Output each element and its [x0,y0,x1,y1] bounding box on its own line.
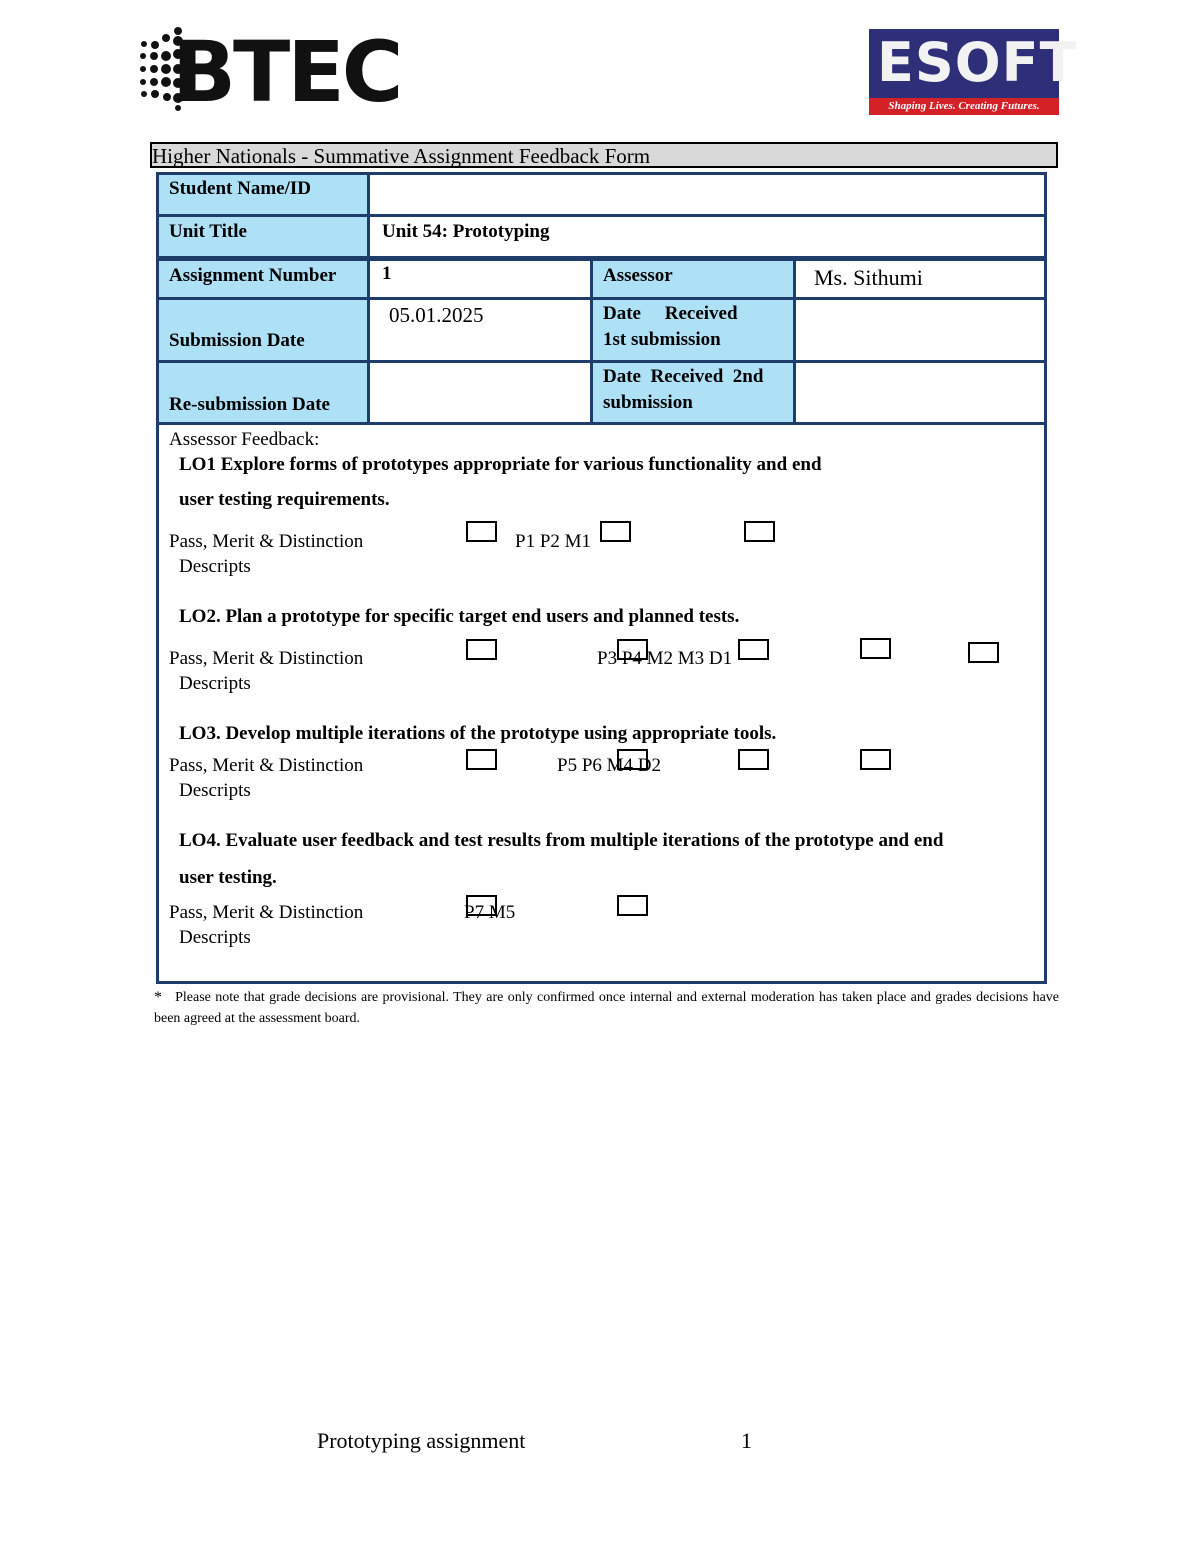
lo4-text-2: user testing. [179,867,277,888]
lo3-criteria: P5 P6 M4 D2 [557,755,661,776]
unit-title-value: Unit 54: Prototyping [382,221,550,242]
date-received-1st-label-2: 1st submission [603,329,721,350]
lo2-criteria: P3 P4 M2 M3 D1 [597,648,733,669]
assessor-label-cell [590,258,796,300]
lo2-descripts-label: Pass, Merit & Distinction [169,648,364,669]
lo3-checkbox[interactable] [617,749,648,770]
lo3-checkbox[interactable] [738,749,769,770]
assessor-feedback-heading: Assessor Feedback: [169,429,320,450]
lo1-text-2: user testing requirements. [179,489,390,510]
footer-page-number: 1 [741,1428,752,1453]
assessor-label: Assessor [603,265,673,286]
lo1-criteria: P1 P2 M1 [515,531,592,552]
lo1-checkbox[interactable] [600,521,631,542]
lo2-checkbox[interactable] [466,639,497,660]
lo1-descripts-label-2: Descripts [179,556,251,577]
lo3-descripts-label-2: Descripts [179,780,251,801]
assignment-number-field[interactable] [367,258,593,300]
assessor-value: Ms. Sithumi [814,265,923,290]
assessor-field[interactable] [793,258,1047,300]
assignment-number-label: Assignment Number [169,265,337,286]
lo2-checkbox[interactable] [860,638,891,659]
date-received-2nd-field[interactable] [793,360,1047,425]
resubmission-date-label: Re-submission Date [169,394,330,415]
lo1-checkbox[interactable] [466,521,497,542]
lo3-text: LO3. Develop multiple iterations of the prototype using appropriate tools. [179,723,777,744]
assignment-number-label-cell [156,258,370,300]
lo4-checkbox[interactable] [466,895,497,916]
lo1-text: LO1 Explore forms of prototypes appropriate for various functionality and end [179,454,822,475]
footer-document-title: Prototyping assignment [317,1428,526,1453]
submission-date-label-cell [156,297,370,363]
date-received-2nd-label-2: submission [603,392,693,413]
resubmission-date-field[interactable] [367,360,593,425]
note-text: Please note that grade decisions are provisional. They are only confirmed once internal and external moderation has taken place and grades decisions have been agreed at the assessment board. [154,990,1060,1026]
esoft-logo-tagline: Shaping Lives. Creating Futures. [869,98,1059,115]
student-name-label-cell [156,172,370,217]
lo3-checkbox[interactable] [860,749,891,770]
student-name-label: Student Name/ID [169,178,311,199]
assignment-number-value: 1 [382,263,392,284]
lo2-descripts-label-2: Descripts [179,673,251,694]
date-received-1st-label-cell [590,297,796,363]
resubmission-date-label-cell [156,360,370,425]
lo4-text: LO4. Evaluate user feedback and test results from multiple iterations of the prototype and end [179,830,944,851]
lo2-checkbox[interactable] [968,642,999,663]
date-received-2nd-label-cell [590,360,796,425]
unit-title-label-cell [156,214,370,259]
lo3-checkbox[interactable] [466,749,497,770]
form-title: Higher Nationals - Summative Assignment Feedback Form [150,142,1058,168]
note-asterisk: * [154,989,162,1006]
date-received-1st-field[interactable] [793,297,1047,363]
esoft-logo [869,29,1078,115]
student-name-field[interactable] [367,172,1047,217]
provisional-grade-note [154,987,1059,1029]
lo2-text: LO2. Plan a prototype for specific target end users and planned tests. [179,606,740,627]
date-received-2nd-label: Date Received 2nd [603,366,764,387]
lo4-criteria: P7 M5 [464,902,516,923]
assessor-feedback-box [156,422,1047,984]
lo3-descripts-label: Pass, Merit & Distinction [169,755,364,776]
lo4-descripts-label: Pass, Merit & Distinction [169,902,364,923]
date-received-1st-label: Date Received [603,303,738,324]
submission-date-label: Submission Date [169,330,305,351]
lo1-descripts-label: Pass, Merit & Distinction [169,531,364,552]
unit-title-label: Unit Title [169,221,247,242]
lo1-checkbox[interactable] [744,521,775,542]
btec-logo: BTEC [172,23,401,121]
lo4-descripts-label-2: Descripts [179,927,251,948]
lo4-checkbox[interactable] [617,895,648,916]
lo2-checkbox[interactable] [738,639,769,660]
unit-title-field[interactable] [367,214,1047,259]
submission-date-value: 05.01.2025 [389,303,484,327]
submission-date-field[interactable] [367,297,593,363]
esoft-logo-text: ESOFT [877,31,1078,94]
lo2-checkbox[interactable] [617,639,648,660]
